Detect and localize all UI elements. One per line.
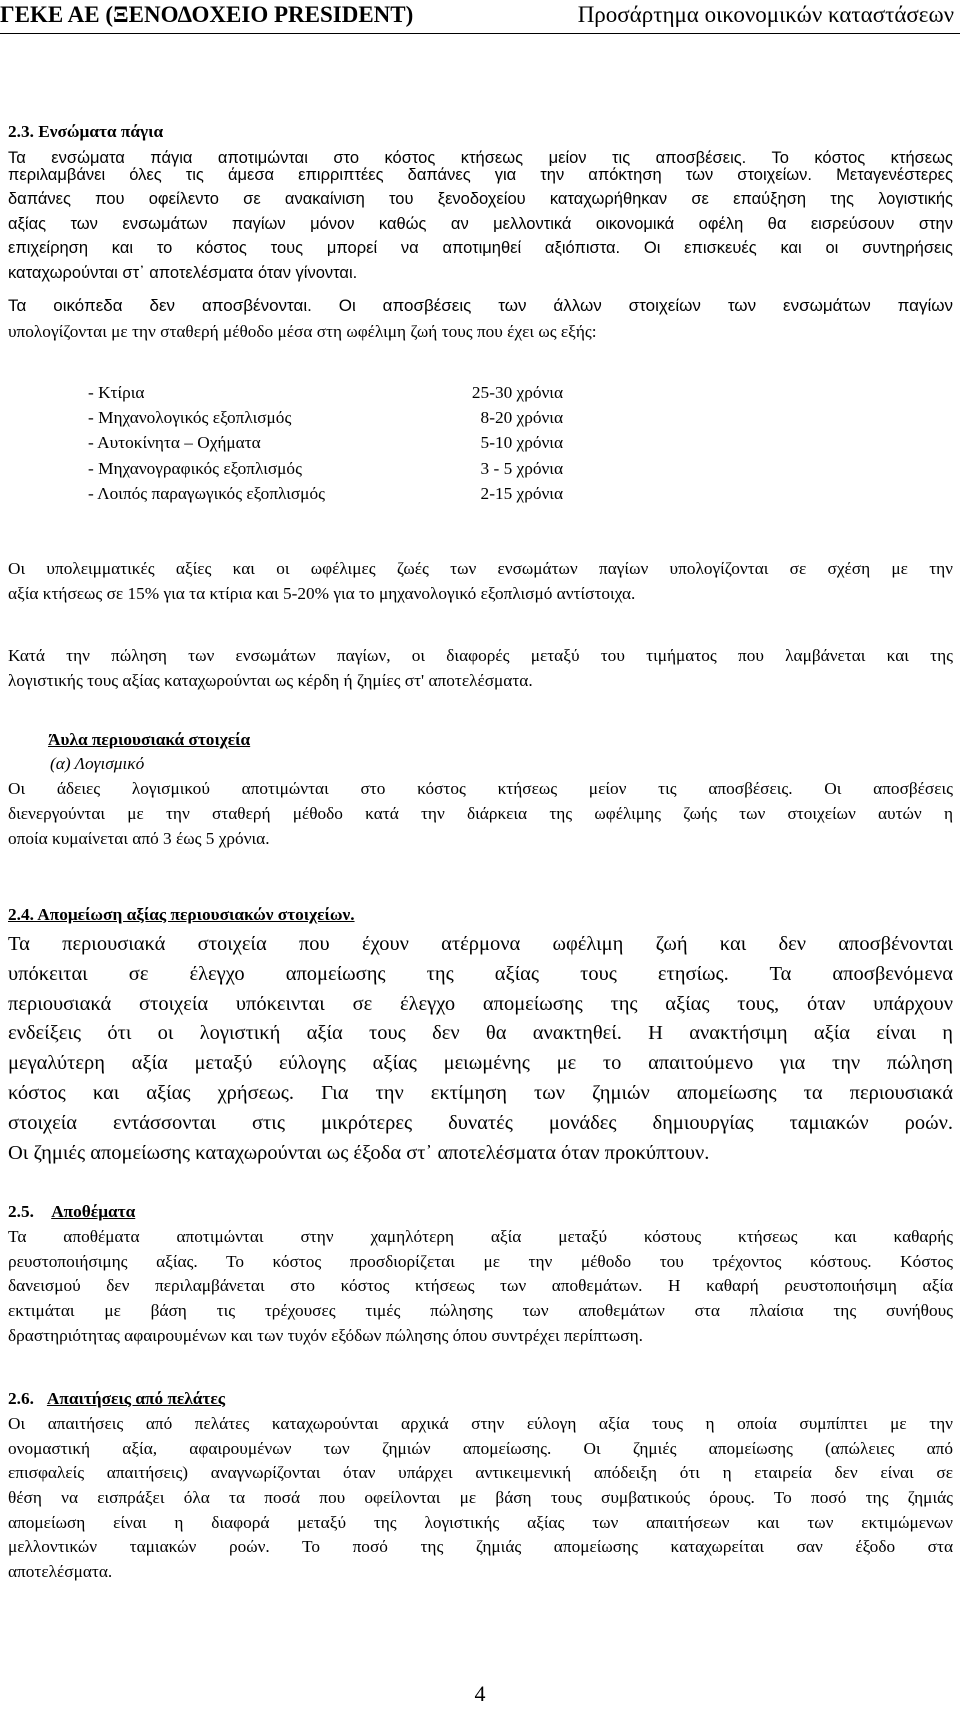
paragraph-line: Οι απαιτήσεις από πελάτες καταχωρούνται αρχικά στην εύλογη αξία τους η οποία συμπίπτει με την xyxy=(8,1414,953,1433)
disposal-paragraph xyxy=(8,644,953,694)
paragraph-line: Τα ενσώματα πάγια αποτιμώνται στο κόστος κτήσεως μείον τις αποσβέσεις. Το κόστος κτήσεως xyxy=(8,149,953,167)
paragraph-line: Οι ζημιές απομείωσης καταχωρούνται ως έξοδα στ᾽ αποτελέσματα όταν προκύπτουν. xyxy=(8,1141,710,1164)
asset-category: - Αυτοκίνητα – Οχήματα xyxy=(88,433,261,453)
paragraph-line: κόστος και αξίας χρήσεως. Για την εκτίμηση των ζημιών απομείωσης τα περιουσιακά xyxy=(8,1081,953,1104)
paragraph-line: Τα περιουσιακά στοιχεία που έχουν ατέρμονα ωφέλιμη ζωή και δεν αποσβένονται xyxy=(8,933,953,955)
paragraph-line: διενεργούνται με την σταθερή μέθοδο κατά την διάρκεια της ωφέλιμης ζωής των στοιχείων αυτών η xyxy=(8,804,953,823)
asset-category: - Μηχανογραφικός εξοπλισμός xyxy=(88,458,302,478)
section-2-3-body xyxy=(8,146,953,285)
paragraph-line: υπολογίζονται με την σταθερή μέθοδο μέσα στη ωφέλιμη ζωή τους που έχει ως εξής: xyxy=(8,322,597,341)
paragraph-line: μεγαλύτερη αξία μεταξύ εύλογης αξίας μειωμένης με το απαιτούμενο για την πώληση xyxy=(8,1052,953,1075)
section-heading: Αποθέματα xyxy=(51,1202,136,1221)
paragraph-line: περιουσιακά στοιχεία υπόκεινται σε έλεγχο απομείωσης της αξίας τους, όταν υπάρχουν xyxy=(8,992,953,1015)
paragraph-line: μελλοντικών ταμιακών ροών. Το ποσό της ζημιάς απομείωσης καταχωρείται σαν έξοδο στα xyxy=(8,1537,953,1557)
asset-category: - Μηχανολογικός εξοπλισμός xyxy=(88,408,292,428)
paragraph-line: Οι άδειες λογισμικού αποτιμώνται στο κόστος κτήσεως μείον τις αποσβέσεις. Οι αποσβέσεις xyxy=(8,779,953,798)
residual-values-paragraph xyxy=(8,557,953,607)
useful-life: 2-15 χρόνια xyxy=(480,483,563,503)
paragraph-line: αξίας των ενσωμάτων παγίων μόνον καθώς αν μελλοντικά οικονομικά οφέλη θα εισρεύσουν στην xyxy=(8,214,953,233)
paragraph-line: δαπάνες που οφείλεντο σε ανακαίνιση του ξενοδοχείου καταχωρήθηκαν σε επαύξηση της λογιστικής xyxy=(8,190,953,208)
intangible-assets-body xyxy=(8,777,953,852)
asset-category: - Κτίρια xyxy=(88,383,145,402)
paragraph-line: Τα οικόπεδα δεν αποσβένονται. Οι αποσβέσεις των άλλων στοιχείων των ενσωμάτων παγίων xyxy=(8,296,953,315)
header-rule xyxy=(0,33,960,34)
paragraph-line: επισφαλείς απαιτήσεις) αναγνωρίζονται όταν υπάρχει αντικειμενική απόδειξη ότι η εταιρεία δεν είναι σε xyxy=(8,1463,953,1483)
paragraph-line: αξία κτήσεως σε 15% για τα κτίρια και 5-20% για το μηχανολογικό εξοπλισμό αντίστοιχα. xyxy=(8,584,636,603)
paragraph-line: απομείωση είναι η διαφορά μεταξύ της λογιστικής αξίας των απαιτήσεων και των εκτιμώμενων xyxy=(8,1512,953,1532)
header-company: ΓΕΚΕ ΑΕ (ΞΕΝΟΔΟΧΕΙΟ PRESIDENT) xyxy=(0,2,414,27)
paragraph-line: καταχωρούνται στ᾽ αποτελέσματα όταν γίνονται. xyxy=(8,263,358,282)
section-number: 2.5. xyxy=(8,1202,34,1221)
paragraph-line: εκτιμάται με βάση τις τρέχουσες τιμές πώλησης των αποθεμάτων στα πλαίσια της συνήθους xyxy=(8,1301,953,1321)
section-2-5-body xyxy=(8,1225,953,1348)
section-2-6-title xyxy=(8,1387,608,1412)
paragraph-line: ενδείξεις ότι οι λογιστική αξία τους δεν θα ανακτηθεί. Η ανακτήσιμη αξία είναι η xyxy=(8,1022,953,1045)
useful-life: 8-20 χρόνια xyxy=(480,408,563,428)
useful-life: 5-10 χρόνια xyxy=(480,433,563,453)
section-2-4-body xyxy=(8,930,953,1168)
section-2-3-title: 2.3. Ενσώματα πάγια xyxy=(8,122,164,141)
paragraph-line: ονομαστική αξία, αφαιρουμένων των ζημιών απομείωσης. Οι ζημιές απομείωσης (απώλειες από xyxy=(8,1438,953,1458)
intangible-assets-title: Άυλα περιουσιακά στοιχεία xyxy=(48,730,251,749)
paragraph-line: ρευστοποιήσιμης αξίας. Το κόστος προσδιορίζεται με την μέθοδο του τρέχοντος κόστους. Κόστος xyxy=(8,1251,953,1271)
page-number: 4 xyxy=(474,1681,486,1706)
paragraph-line: στοιχεία εντάσσονται στις μικρότερες δυνατές μονάδες δημιουργίας ταμιακών ροών. xyxy=(8,1111,953,1134)
paragraph-line: Κατά την πώληση των ενσωμάτων παγίων, οι διαφορές μεταξύ του τιμήματος που λαμβάνεται και της xyxy=(8,646,953,665)
section-2-5-title xyxy=(8,1200,608,1225)
section-2-4-title: 2.4. Απομείωση αξίας περιουσιακών στοιχείων. xyxy=(8,905,355,924)
paragraph-line: δανεισμού δεν περιλαμβάνεται στο κόστος κτήσεως των αποθεμάτων. Η καθαρή ρευστοποιήσιμη αξία xyxy=(8,1276,953,1296)
paragraph-line: Τα αποθέματα αποτιμώνται στην χαμηλότερη αξία μεταξύ κόστους κτήσεως και καθαρής xyxy=(8,1227,953,1246)
section-2-6-body xyxy=(8,1412,953,1585)
section-2-3-depreciation-intro xyxy=(8,294,953,344)
paragraph-line: θέση να εισπράξει όλα τα ποσά που οφείλονται με βάση τους συμβατικούς όρους. Το ποσό της ζημιάς xyxy=(8,1488,953,1508)
paragraph-line: οποία κυμαίνεται από 3 έως 5 χρόνια. xyxy=(8,829,270,848)
useful-life: 25-30 χρόνια xyxy=(471,383,563,402)
section-heading: Απαιτήσεις από πελάτες xyxy=(46,1389,226,1408)
page-header xyxy=(0,0,960,36)
header-section: Προσάρτημα οικονομικών καταστάσεων xyxy=(577,2,954,27)
paragraph-line: περιλαμβάνει όλες τις άμεσα επιρριπτέες δαπάνες για την απόκτηση των στοιχείων. Μεταγενέστερες xyxy=(8,165,953,184)
paragraph-line: Οι υπολειμματικές αξίες και οι ωφέλιμες ζωές των ενσωμάτων παγίων υπολογίζονται σε σχέση με την xyxy=(8,559,953,578)
paragraph-line: δραστηριότητας αφαιρουμένων και των τυχόν εξόδων πώλησης όπου συντρέχει περίπτωση. xyxy=(8,1325,643,1345)
paragraph-line: υπόκειται σε έλεγχο απομείωσης της αξίας τους ετησίως. Τα αποσβενόμενα xyxy=(8,962,953,985)
useful-life: 3 - 5 χρόνια xyxy=(480,458,563,478)
paragraph-line: λογιστικής τους αξίας καταχωρούνται ως κέρδη ή ζημίες στ' αποτελέσματα. xyxy=(8,671,533,690)
paragraph-line: αποτελέσματα. xyxy=(8,1562,113,1582)
asset-category: - Λοιπός παραγωγικός εξοπλισμός xyxy=(88,483,325,503)
software-subtitle: (α) Λογισμικό xyxy=(50,754,145,773)
paragraph-line: επιχείρηση και το κόστος τους μπορεί να αποτιμηθεί αξιόπιστα. Οι επισκευές και οι συντηρήσεις xyxy=(8,239,953,257)
section-number: 2.6. xyxy=(8,1389,34,1408)
